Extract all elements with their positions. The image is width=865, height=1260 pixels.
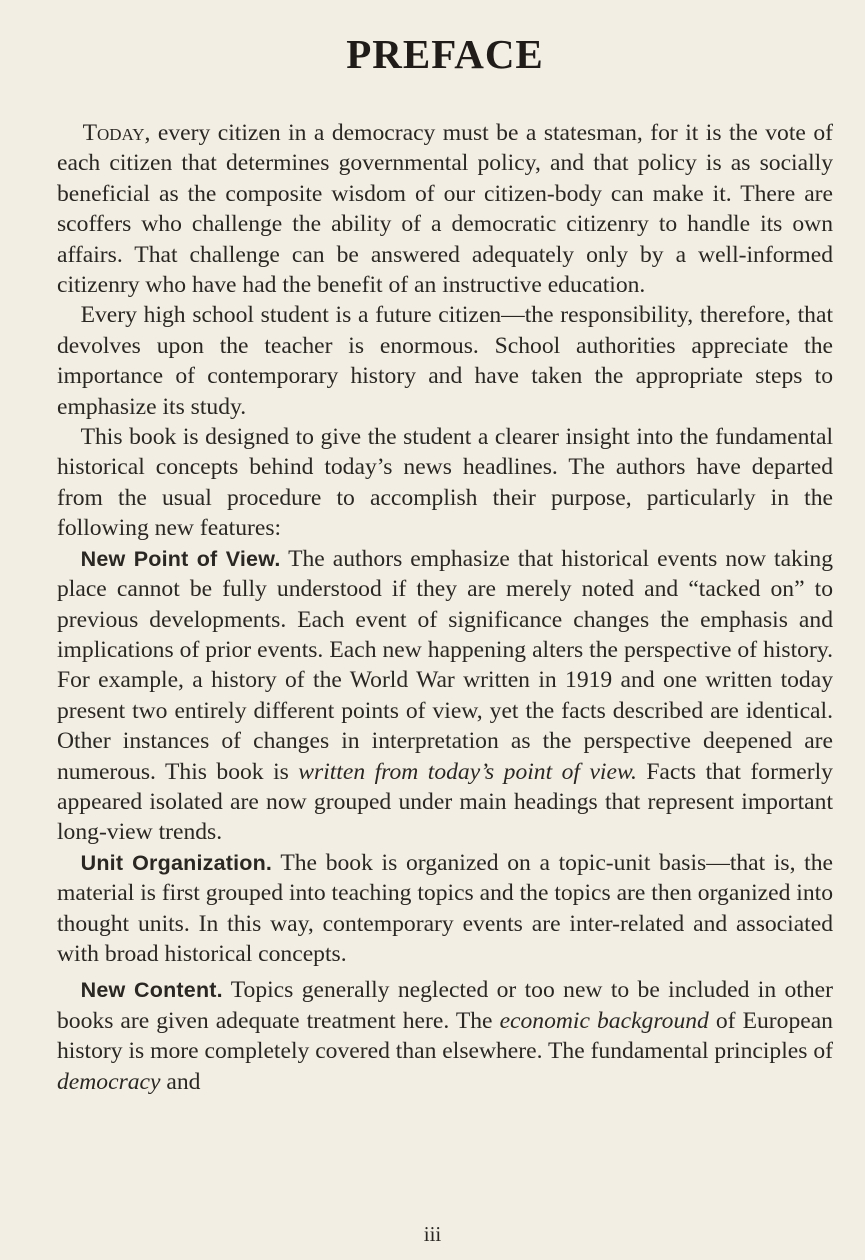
paragraph-1-text: every citizen in a democracy must be a statesman, for it is the vote of each citizen that determines governmental policy, and that policy is as socially beneficial as the composite wisdom of our citizen-body can make it. There are scoffers who challenge the ability of a democratic citizenry to handle its own affairs. That challenge can be answered adequately only by a well-informed citizenry who have had the benefit of an instructive education. [57, 120, 833, 299]
paragraph-6-emphasis-b: democracy [57, 1068, 161, 1095]
paragraph-4-emphasis: written from today’s point of view. [298, 758, 637, 785]
paragraph-new-point-of-view [57, 544, 833, 848]
paragraph-unit-organization [57, 848, 833, 970]
paragraph-6-emphasis-a: economic background [499, 1007, 709, 1034]
opening-word: Today, [82, 120, 151, 146]
page-title: PREFACE [346, 31, 544, 77]
paragraph-6-text-a: Topics generally neglected or too new to be included in other books are given adequate treatment here. The [57, 977, 833, 1034]
paragraph-3 [57, 422, 833, 544]
paragraph-5-text: The book is organized on a topic-unit basis—that is, the material is first grouped into teaching topics and the topics are then organized into thought units. In this way, contemporary events are inter-related and associated with broad historical concepts. [57, 849, 833, 967]
paragraph-3-text: This book is designed to give the student a clearer insight into the fundamental historical concepts behind today’s news headlines. The authors have departed from the usual procedure to accomplish their purpose, particularly in the following new features: [57, 424, 833, 542]
paragraph-6-text-c: and [160, 1068, 201, 1095]
paragraph-new-content [57, 975, 833, 1097]
paragraph-4-text-a: The authors emphasize that historical events now taking place cannot be fully understood if they are merely noted and “tacked on” to previous developments. Each event of significance changes the emphasis and implications of prior events. Each new happening alters the perspective of history. For example, a history of the World War written in 1919 and one written today present two entirely different points of view, yet the facts described are identical. Other instances of changes in interpretation as the perspective deepened are numerous. This book is [57, 545, 833, 785]
paragraph-4-text-b: Facts that formerly appeared isolated are now grouped under main headings that represent important long-view trends. [57, 758, 833, 846]
preface-body [57, 30, 833, 1097]
section-heading-new-point-of-view: New Point of View. [80, 546, 281, 571]
section-heading-new-content: New Content. [80, 978, 223, 1003]
page-number: iii [423, 1222, 442, 1246]
section-heading-unit-organization: Unit Organization. [80, 850, 273, 875]
paragraph-6-text-b: of European history is more completely covered than elsewhere. The fundamental principles of [57, 1007, 833, 1065]
paragraph-2-text: Every high school student is a future citizen—the responsibility, therefore, that devolves upon the teacher is enormous. School authorities appreciate the importance of contemporary history and have taken the appropriate steps to emphasize its study. [57, 302, 833, 420]
paragraph-2 [57, 300, 833, 422]
paragraph-1 [57, 118, 833, 300]
